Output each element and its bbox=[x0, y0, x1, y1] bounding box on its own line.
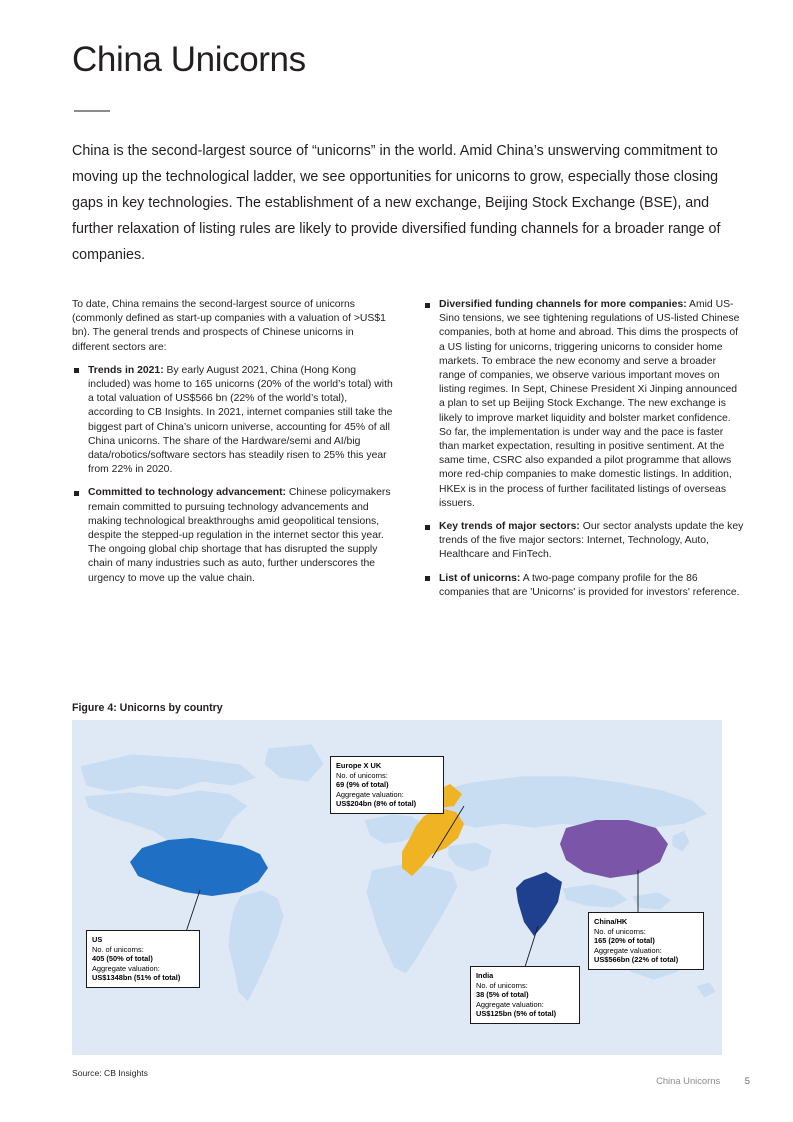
list-item bbox=[72, 486, 393, 585]
callout-line2-label: Aggregate valuation: bbox=[594, 945, 662, 955]
callout-us bbox=[86, 930, 200, 988]
list-item bbox=[423, 520, 744, 563]
callout-line2-value: US$125bn (5% of total) bbox=[476, 1009, 557, 1019]
list-item bbox=[72, 364, 393, 478]
left-column bbox=[72, 298, 393, 609]
right-column-bullets bbox=[423, 298, 744, 600]
bullet-heading: Key trends of major sectors: bbox=[439, 521, 580, 533]
footer-label: China Unicorns bbox=[656, 1075, 721, 1086]
callout-region: Europe X UK bbox=[336, 761, 382, 770]
callout-line1-label: No. of unicorns: bbox=[594, 926, 646, 936]
figure-map-container bbox=[72, 720, 722, 1055]
callout-line2-value: US$204bn (8% of total) bbox=[336, 799, 417, 809]
callout-line2-value: US$1348bn (51% of total) bbox=[92, 973, 181, 983]
right-column bbox=[423, 298, 744, 609]
bullet-heading: Committed to technology advancement: bbox=[88, 487, 287, 499]
bullet-body: A two-page company profile for the 86 companies that are 'Unicorns' is provided for investors' reference. bbox=[439, 572, 740, 598]
bullet-body: By early August 2021, China (Hong Kong included) was home to 165 unicorns (20% of the world’s total) with a total valuation of US$566 bn (22% of the world’s total), according to CB Insights. In 2021, internet companies still take the biggest part of China’s unicorn universe, accounting for 45% of all China unicorns. The share of the Hardware/semi and AI/big data/robotics/software sectors has steadily risen to 25% this year from 22% in 2020. bbox=[88, 364, 393, 476]
list-item bbox=[423, 298, 744, 511]
page-left-margin bbox=[0, 0, 26, 1122]
callout-region: China/HK bbox=[594, 917, 628, 926]
callout-line1-value: 69 (9% of total) bbox=[336, 780, 389, 790]
callout-line2-label: Aggregate valuation: bbox=[336, 789, 404, 799]
list-item bbox=[423, 572, 744, 600]
callout-line1-value: 165 (20% of total) bbox=[594, 936, 655, 946]
bullet-heading: List of unicorns: bbox=[439, 572, 521, 584]
callout-line2-label: Aggregate valuation: bbox=[92, 963, 160, 973]
bullet-body: Chinese policymakers remain committed to pursuing technology advancements and making technological breakthroughs amid geopolitical tensions, despite the stepped-up regulation in the internet sector this year. The ongoing global chip shortage that has disrupted the supply chain of many industries such as auto, further underscores the urgency to move up the value chain. bbox=[88, 487, 391, 584]
callout-india bbox=[470, 966, 580, 1024]
figure-title: Figure 4: Unicorns by country bbox=[72, 702, 223, 714]
bullet-body: Our sector analysts update the key trends of the five major sectors: Internet, Technology, Auto, Healthcare and FinTech. bbox=[439, 521, 744, 561]
left-column-bullets bbox=[72, 364, 393, 586]
callout-europe bbox=[330, 756, 444, 814]
callout-line1-label: No. of unicorns: bbox=[476, 980, 528, 990]
page-title: China Unicorns bbox=[72, 40, 306, 79]
callout-line1-value: 405 (50% of total) bbox=[92, 954, 153, 964]
left-column-intro: To date, China remains the second-largest source of unicorns (commonly defined as start-up companies with a valuation of >US$1 bn). The general trends and prospects of Chinese unicorns in different sectors are: bbox=[72, 299, 386, 353]
bullet-body: Amid US-Sino tensions, we see tightening regulations of US-listed Chinese companies, both at home and abroad. This dims the prospects of a US listing for unicorns, triggering unicorns to consider home markets. To embrace the new economy and serve a broader range of companies, we observe various important moves on listing regimes. In Sept, Chinese President Xi Jinping announced a plan to set up Beijing Stock Exchange. The new exchange is likely to improve market liquidity and bolster market confidence. So far, the implementation is under way and the pace is faster than market expectation, resulting in positive sentiment. At the same time, CSRC also expanded a pilot programme that allows more red-chip companies to make domestic listings. In addition, HKEx is in the process of further facilitated listings of overseas issuers. bbox=[439, 299, 740, 509]
callout-line1-label: No. of unicorns: bbox=[336, 770, 388, 780]
figure-source: Source: CB Insights bbox=[72, 1068, 148, 1078]
figure-4 bbox=[72, 702, 722, 1055]
callout-region: US bbox=[92, 935, 103, 944]
two-column-body bbox=[72, 298, 744, 609]
page-content bbox=[72, 0, 750, 609]
bullet-heading: Diversified funding channels for more companies: bbox=[439, 299, 687, 310]
bullet-heading: Trends in 2021: bbox=[88, 364, 164, 376]
page-number: 5 bbox=[744, 1075, 750, 1086]
callout-line2-label: Aggregate valuation: bbox=[476, 999, 544, 1009]
callout-line1-value: 38 (5% of total) bbox=[476, 990, 529, 1000]
callout-line2-value: US$566bn (22% of total) bbox=[594, 955, 679, 965]
page-footer bbox=[656, 1075, 750, 1086]
lede-paragraph: China is the second-largest source of “unicorns” in the world. Amid China’s unswerving commitment to moving up the technological ladder, we see opportunities for unicorns to grow, especially those closing gaps in key technologies. The establishment of a new exchange, Beijing Stock Exchange (BSE), and further relaxation of listing rules are likely to provide diversified funding channels for a broader range of companies. bbox=[72, 143, 721, 263]
callout-line1-label: No. of unicorns: bbox=[92, 944, 144, 954]
callout-region: India bbox=[476, 971, 494, 980]
title-divider bbox=[74, 110, 110, 112]
callout-china bbox=[588, 912, 704, 970]
